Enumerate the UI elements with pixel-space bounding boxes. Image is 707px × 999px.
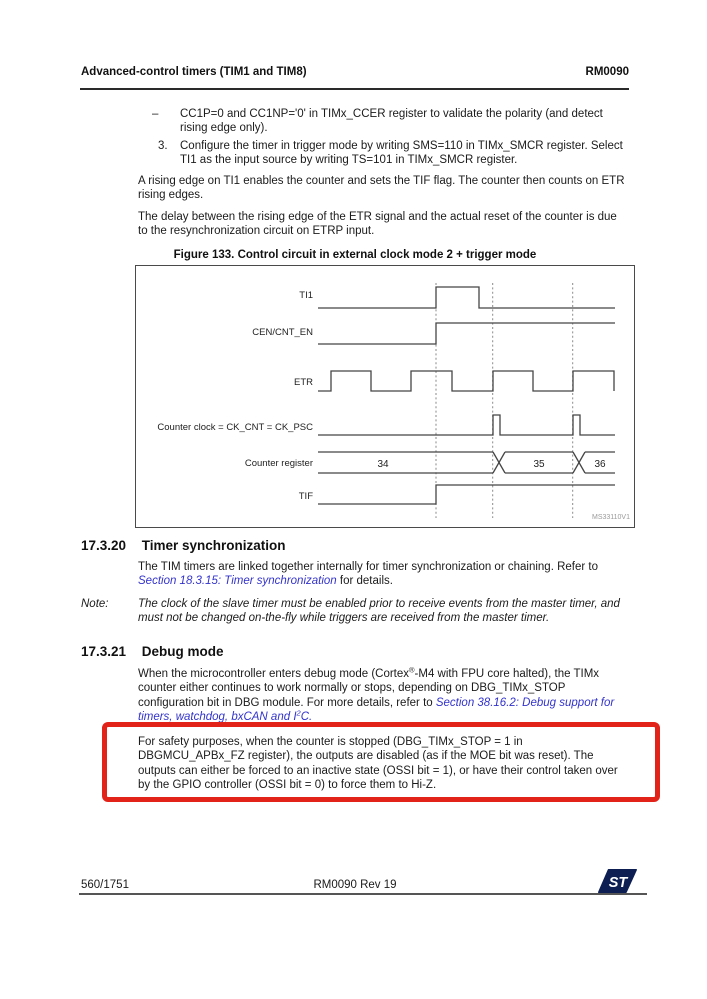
superscript-2: 2: [296, 708, 301, 718]
waveform-polyline: [318, 485, 615, 504]
signal-label: Counter clock = CK_CNT = CK_PSC: [157, 422, 313, 433]
section-number: 17.3.21: [81, 644, 127, 659]
page-header: [81, 66, 629, 78]
paragraph-debug: [138, 667, 626, 725]
section-title: Timer synchronization: [141, 538, 286, 553]
signal-label: Counter register: [244, 458, 313, 469]
header-rule: [80, 88, 629, 90]
section-heading-timer-sync: [81, 538, 629, 554]
debug-text-mid: -M4 with FPU core halted), the TIMx counter either continues to work normally or stops, depending on DBG_TIMx_STOP configuration bit in DBG module. For more details, refer to: [138, 668, 600, 709]
highlighted-safety-note: For safety purposes, when the counter is stopped (DBG_TIMx_STOP = 1 in DBGMCU_APBx_FZ register), the outputs are disabled (as if the MOE bit was reset). The outputs can either be forced to an inactive state (OSSI bit = 1), or have their control taken over by the GPIO controller (OSSI bit = 0) to force them to Hi-Z.: [138, 736, 618, 792]
figure-watermark: MS33110V1: [591, 514, 630, 521]
debug-text-pre: When the microcontroller enters debug mode (Cortex: [138, 668, 410, 680]
list-item-configure: Configure the timer in trigger mode by writing SMS=110 in TIMx_SMCR register. Select TI1 as the input source by writing TS=101 in TIMx_SMCR register.: [180, 140, 623, 167]
signal-label: CEN/CNT_EN: [252, 327, 313, 338]
paragraph-timer-sync: [138, 560, 626, 589]
st-logo: [598, 869, 637, 893]
link-text: Section 38.16.2: Debug support for timers, watchdog, bxCAN and I: [138, 696, 615, 724]
footer-rule: [79, 893, 647, 895]
bus-value: 35: [533, 459, 545, 470]
signal-label: ETR: [294, 377, 313, 388]
waveform-polyline: [318, 287, 615, 308]
timer-sync-text-post: for details.: [336, 575, 393, 588]
section-heading-debug: [81, 644, 629, 660]
note-label: Note:: [81, 598, 109, 610]
footer-doc-rev: RM0090 Rev 19: [313, 879, 397, 891]
figure-133: [135, 265, 635, 528]
signal-label: TIF: [298, 491, 313, 502]
st-logo-icon: [598, 869, 637, 893]
timing-diagram-svg: [136, 266, 634, 527]
link-section-18-3-15[interactable]: Section 18.3.15: Timer synchronization: [138, 575, 337, 588]
list-item-cc1p: CC1P=0 and CC1NP='0' in TIMx_CCER register to validate the polarity (and detect rising edge only).: [180, 108, 603, 135]
link-text-end: C.: [300, 711, 313, 724]
st-logo-text: ST: [608, 874, 628, 891]
section-number: 17.3.20: [81, 538, 127, 553]
waveform-polyline: [318, 415, 615, 435]
registered-superscript: ®: [409, 665, 415, 675]
list-marker-3: 3.: [158, 140, 168, 152]
header-doc-id: RM0090: [585, 66, 629, 78]
bus-value: 34: [377, 459, 389, 470]
note-text: The clock of the slave timer must be enabled prior to receive events from the master timer, and must not be changed on-the-fly while triggers are received from the master timer.: [138, 598, 620, 625]
bus-value: 36: [594, 459, 606, 470]
footer-page-number: 560/1751: [81, 879, 129, 891]
list-marker-dash: –: [152, 108, 159, 120]
timer-sync-text-pre: The TIM timers are linked together internally for timer synchronization or chaining. Refer to: [138, 561, 598, 573]
paragraph-delay: The delay between the rising edge of the ETR signal and the actual reset of the counter is due to the resynchronization circuit on ETRP input.: [138, 211, 617, 238]
paragraph-rising-edge: A rising edge on TI1 enables the counter and sets the TIF flag. The counter then counts on ETR rising edges.: [138, 175, 625, 202]
header-section-title: Advanced-control timers (TIM1 and TIM8): [81, 66, 307, 78]
waveform-polyline: [318, 323, 615, 344]
figure-caption: Figure 133. Control circuit in external clock mode 2 + trigger mode: [173, 249, 537, 261]
signal-label: TI1: [299, 290, 313, 301]
section-title: Debug mode: [141, 644, 224, 659]
waveform-polyline: [318, 371, 614, 391]
